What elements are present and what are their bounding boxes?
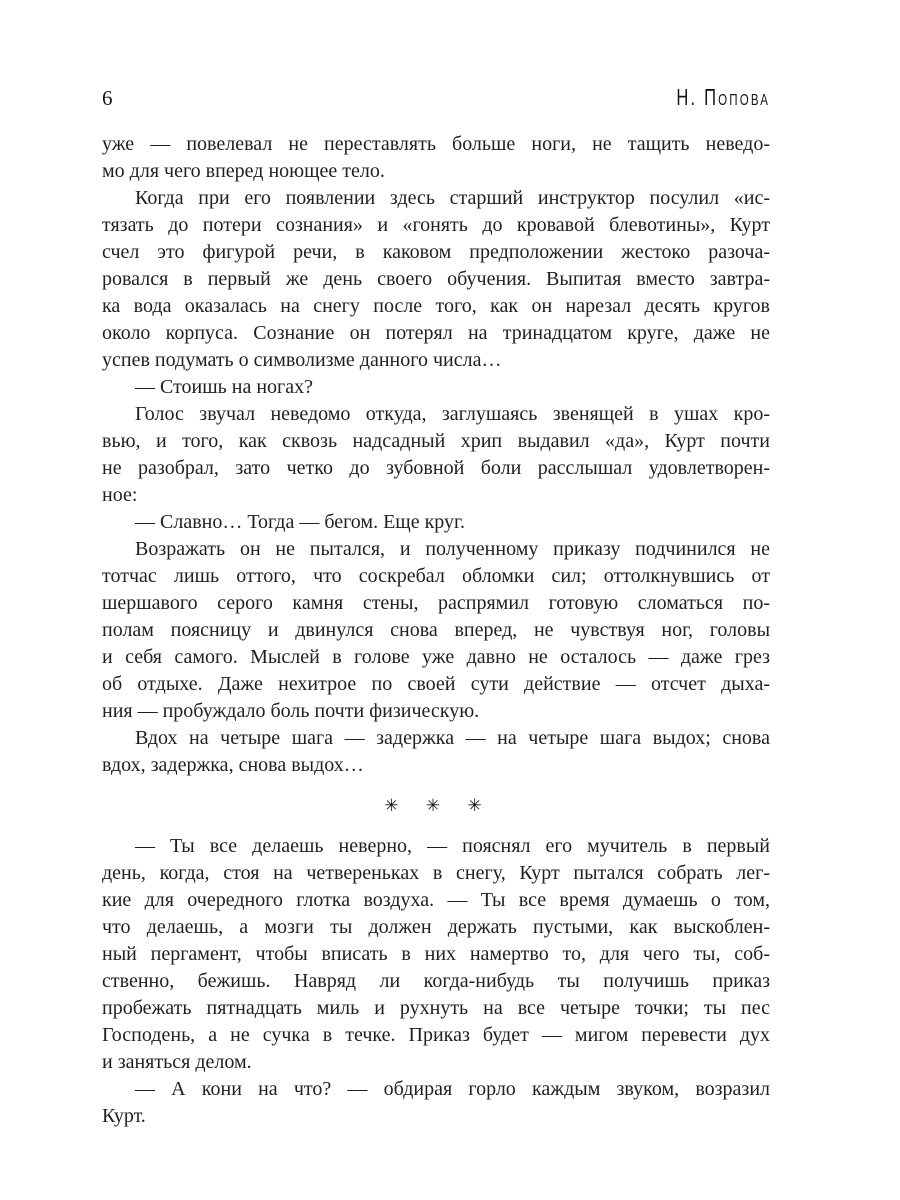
text-line: тотчас лишь оттого, что соскребал обломки сил; оттолкнувшись от — [102, 565, 770, 587]
paragraph — [102, 401, 770, 509]
text-line: Курт. — [102, 1105, 146, 1127]
text-line: Голос звучал неведомо откуда, заглушаясь звенящей в ушах кро- — [135, 403, 770, 425]
text-line: ния — пробуждало боль почти физическую. — [102, 700, 480, 722]
text-line: — А кони на что? — обдирая горло каждым звуком, возразил — [135, 1078, 770, 1100]
page-body — [102, 131, 770, 1130]
text-line: мо для чего вперед ноющее тело. — [102, 160, 385, 182]
text-line: Вдох на четыре шага — задержка — на четыре шага выдох; снова — [135, 727, 770, 749]
text-line: уже — повелевал не переставлять больше ноги, не тащить неведо- — [102, 133, 770, 155]
text-line: — Стоишь на ногах? — [135, 376, 314, 398]
text-line: Когда при его появлении здесь старший инструктор посулил «ис- — [135, 187, 770, 209]
text-line: ный пергамент, чтобы вписать в них намертво то, для чего ты, соб- — [102, 943, 770, 965]
text-line: и заняться делом. — [102, 1051, 252, 1073]
text-line: не разобрал, зато четко до зубовной боли расслышал удовлетворен- — [102, 457, 770, 479]
running-head-author: Н. Попова — [676, 84, 770, 110]
text-line: об отдыхе. Даже нехитрое по своей сути действие — отсчет дыха- — [102, 673, 770, 695]
section-separator: ✳ ✳ ✳ — [384, 795, 488, 816]
paragraph — [102, 185, 770, 374]
paragraph — [102, 833, 770, 1076]
text-line: успев подумать о символизме данного числа… — [102, 349, 502, 371]
text-line: полам поясницу и двинулся снова вперед, не чувствуя ног, головы — [102, 619, 770, 641]
text-line: пробежать пятнадцать миль и рухнуть на все четыре точки; ты пес — [102, 997, 770, 1019]
paragraph — [102, 131, 770, 185]
text-line: ственно, бежишь. Навряд ли когда-нибудь ты получишь приказ — [102, 970, 770, 992]
text-line: вью, и того, как сквозь надсадный хрип выдавил «да», Курт почти — [102, 430, 770, 452]
paragraph — [102, 725, 770, 779]
text-line: — Славно… Тогда — бегом. Еще круг. — [135, 511, 465, 533]
text-line: около корпуса. Сознание он потерял на тринадцатом круге, даже не — [102, 322, 770, 344]
page-number: 6 — [102, 86, 113, 110]
text-line: ное: — [102, 484, 138, 506]
text-line: счел это фигурой речи, в каковом предположении жестоко разоча- — [102, 241, 770, 263]
text-line: вдох, задержка, снова выдох… — [102, 754, 364, 776]
paragraph — [102, 536, 770, 725]
paragraph — [102, 1076, 770, 1130]
text-line: и себя самого. Мыслей в голове уже давно не осталось — даже грез — [102, 646, 770, 668]
paragraph — [102, 509, 770, 536]
text-line: шершавого серого камня стены, распрямил готовую сломаться по- — [102, 592, 770, 614]
text-line: ка вода оказалась на снегу после того, как он нарезал десять кругов — [102, 295, 770, 317]
text-line: — Ты все делаешь неверно, — пояснял его мучитель в первый — [135, 835, 770, 857]
text-line: ровался в первый же день своего обучения. Выпитая вместо завтра- — [102, 268, 770, 290]
text-line: день, когда, стоя на четвереньках в снегу, Курт пытался собрать лег- — [102, 862, 770, 884]
paragraph — [102, 374, 770, 401]
text-line: что делаешь, а мозги ты должен держать пустыми, как выскоблен- — [102, 916, 770, 938]
text-line: Возражать он не пытался, и полученному приказу подчинился не — [135, 538, 770, 560]
page-header — [102, 84, 770, 108]
text-line: Господень, а не сучка в течке. Приказ будет — мигом перевести дух — [102, 1024, 770, 1046]
text-line: тязать до потери сознания» и «гонять до кровавой блевотины», Курт — [102, 214, 770, 236]
text-line: кие для очередного глотка воздуха. — Ты все время думаешь о том, — [102, 889, 770, 911]
